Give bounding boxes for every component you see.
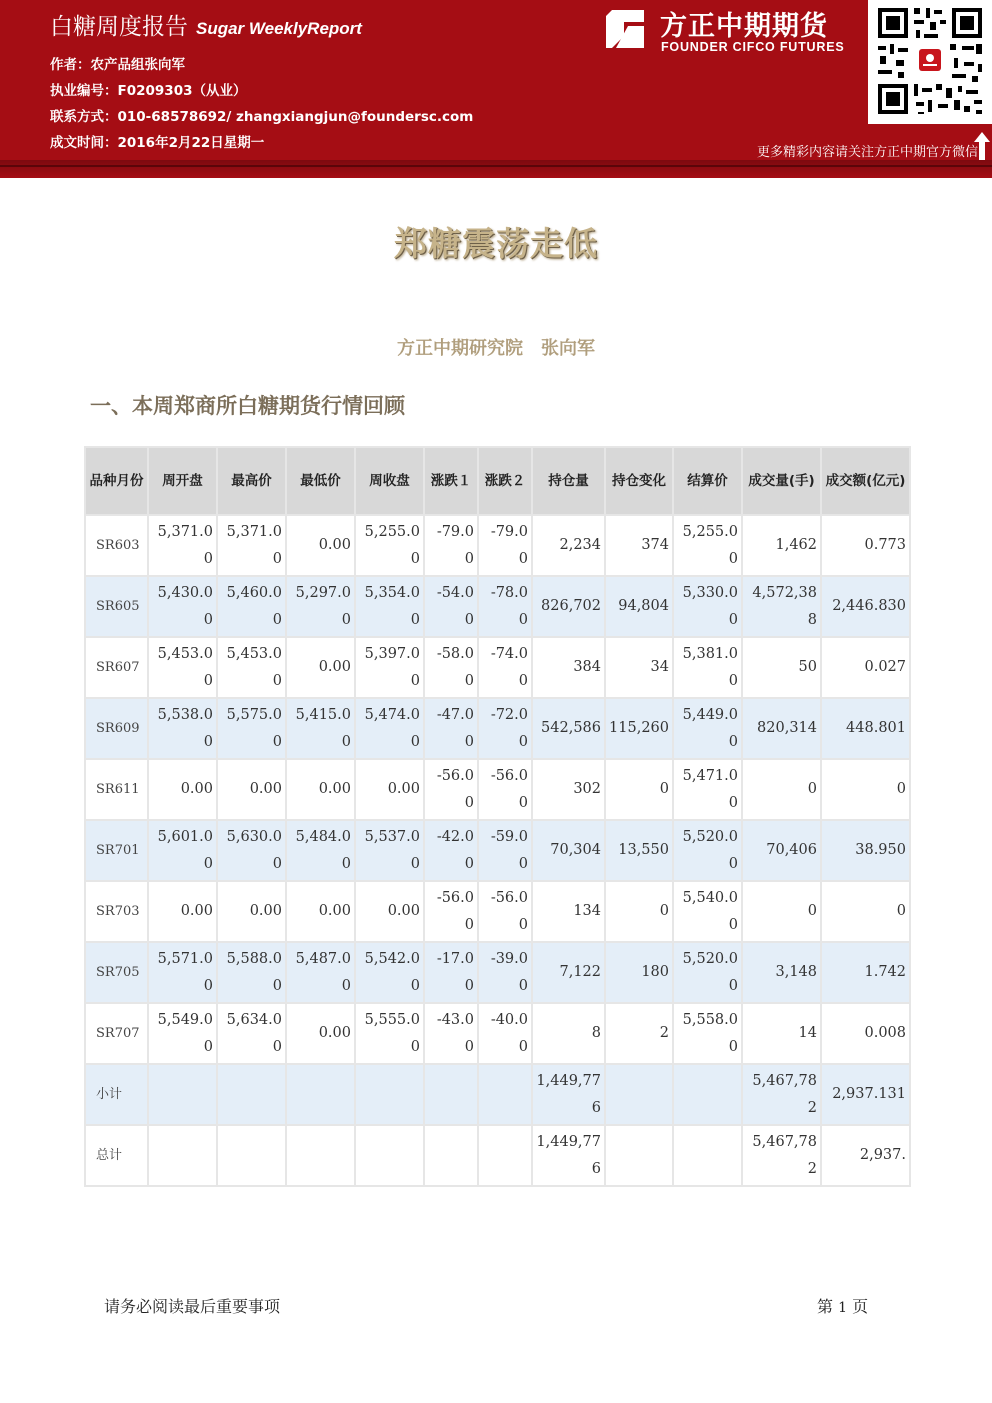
table-cell: -56.00 — [478, 759, 532, 820]
table-cell: 5,538.00 — [148, 698, 217, 759]
table-cell: 1,462 — [742, 515, 821, 576]
table-cell: 0.00 — [217, 759, 286, 820]
table-cell: 0.00 — [148, 881, 217, 942]
header-stripe — [0, 160, 992, 178]
table-cell: 13,550 — [605, 820, 673, 881]
table-cell — [673, 1125, 742, 1186]
column-header: 涨跌１ — [424, 447, 478, 515]
founder-logo-icon — [604, 8, 646, 50]
table-cell: 2,937. — [821, 1125, 910, 1186]
column-header: 最低价 — [286, 447, 355, 515]
table-cell: -17.00 — [424, 942, 478, 1003]
section-title: 一、本周郑商所白糖期货行情回顾 — [90, 394, 405, 418]
table-cell: 5,255.00 — [355, 515, 424, 576]
table-cell: 5,467,782 — [742, 1064, 821, 1125]
main-title: 郑糖震荡走低 — [394, 224, 598, 263]
table-cell — [286, 1064, 355, 1125]
qr-code-icon — [868, 0, 992, 124]
table-cell: -42.00 — [424, 820, 478, 881]
table-cell: 5,558.00 — [673, 1003, 742, 1064]
table-cell: 38.950 — [821, 820, 910, 881]
table-cell: 8 — [532, 1003, 605, 1064]
table-cell: 180 — [605, 942, 673, 1003]
table-cell: 2 — [605, 1003, 673, 1064]
row-label: SR707 — [85, 1003, 148, 1064]
table-cell: 5,371.00 — [217, 515, 286, 576]
table-cell: -56.00 — [478, 881, 532, 942]
column-header: 持仓量 — [532, 447, 605, 515]
table-cell — [605, 1064, 673, 1125]
table-cell — [217, 1125, 286, 1186]
column-header: 成交额(亿元) — [821, 447, 910, 515]
table-cell: 0 — [821, 759, 910, 820]
table-cell: 115,260 — [605, 698, 673, 759]
row-label: 小计 — [85, 1064, 148, 1125]
logo-text-cn: 方正中期期货 — [660, 11, 828, 42]
report-title-en: Sugar WeeklyReport — [196, 19, 362, 38]
table-cell: 5,453.00 — [148, 637, 217, 698]
table-cell: 302 — [532, 759, 605, 820]
table-cell: 0.00 — [286, 637, 355, 698]
table-row — [85, 698, 910, 759]
table-cell: 14 — [742, 1003, 821, 1064]
row-label: SR603 — [85, 515, 148, 576]
table-cell: -47.00 — [424, 698, 478, 759]
table-cell: 0.00 — [148, 759, 217, 820]
table-cell: 5,540.00 — [673, 881, 742, 942]
table-cell: 0.027 — [821, 637, 910, 698]
table-cell: 5,449.00 — [673, 698, 742, 759]
table-cell: 0.00 — [217, 881, 286, 942]
table-cell — [478, 1125, 532, 1186]
table-cell: 4,572,388 — [742, 576, 821, 637]
table-row — [85, 942, 910, 1003]
table-cell: 5,474.00 — [355, 698, 424, 759]
table-cell — [424, 1064, 478, 1125]
row-label: SR609 — [85, 698, 148, 759]
report-header — [0, 0, 992, 160]
table-cell: 542,586 — [532, 698, 605, 759]
table-cell: 70,304 — [532, 820, 605, 881]
table-cell: 820,314 — [742, 698, 821, 759]
license-text: 执业编号：F0209303（从业） — [50, 83, 247, 99]
table-row — [85, 1064, 910, 1125]
table-cell: 94,804 — [605, 576, 673, 637]
table-cell: 0.00 — [286, 881, 355, 942]
column-header: 涨跌２ — [478, 447, 532, 515]
table-cell: 5,575.00 — [217, 698, 286, 759]
table-cell: 0 — [742, 759, 821, 820]
table-cell: 7,122 — [532, 942, 605, 1003]
table-row — [85, 637, 910, 698]
table-cell: -72.00 — [478, 698, 532, 759]
table-cell: 5,537.00 — [355, 820, 424, 881]
table-cell: -56.00 — [424, 881, 478, 942]
table-cell: 0 — [605, 881, 673, 942]
column-header: 品种月份 — [85, 447, 148, 515]
date-text: 成文时间：2016年2月22日星期一 — [50, 135, 265, 151]
table-cell: 0.00 — [286, 515, 355, 576]
table-cell — [355, 1125, 424, 1186]
table-cell: -59.00 — [478, 820, 532, 881]
table-cell: 70,406 — [742, 820, 821, 881]
table-row — [85, 1125, 910, 1186]
table-cell: 0.773 — [821, 515, 910, 576]
table-cell: 5,415.00 — [286, 698, 355, 759]
author-line: 方正中期研究院 张向军 — [397, 338, 595, 359]
row-label: SR703 — [85, 881, 148, 942]
table-cell: 0.00 — [286, 1003, 355, 1064]
table-cell: 5,381.00 — [673, 637, 742, 698]
column-header: 持仓变化 — [605, 447, 673, 515]
table-cell: 5,520.00 — [673, 942, 742, 1003]
table-cell: 2,234 — [532, 515, 605, 576]
table-row — [85, 515, 910, 576]
table-cell: 5,297.00 — [286, 576, 355, 637]
table-cell: 0 — [605, 759, 673, 820]
table-cell: 5,601.00 — [148, 820, 217, 881]
table-cell: 5,430.00 — [148, 576, 217, 637]
report-title — [50, 8, 362, 41]
table-cell: -56.00 — [424, 759, 478, 820]
column-header: 最高价 — [217, 447, 286, 515]
table-row — [85, 759, 910, 820]
table-cell: -78.00 — [478, 576, 532, 637]
author-text: 作者：农产品组张向军 — [50, 57, 185, 73]
table-cell: 34 — [605, 637, 673, 698]
table-cell: 5,397.00 — [355, 637, 424, 698]
table-row — [85, 881, 910, 942]
table-cell: 1,449,776 — [532, 1064, 605, 1125]
table-header-row — [85, 447, 910, 515]
row-label: SR611 — [85, 759, 148, 820]
table-cell: 2,446.830 — [821, 576, 910, 637]
column-header: 成交量(手) — [742, 447, 821, 515]
table-cell — [424, 1125, 478, 1186]
table-cell: 5,484.00 — [286, 820, 355, 881]
table-cell: -79.00 — [424, 515, 478, 576]
table-cell: 1.742 — [821, 942, 910, 1003]
row-label: 总计 — [85, 1125, 148, 1186]
table-cell: 5,471.00 — [673, 759, 742, 820]
page-number: 第 1 页 — [817, 1297, 869, 1316]
table-cell: 5,487.00 — [286, 942, 355, 1003]
row-label: SR607 — [85, 637, 148, 698]
table-cell: 0.00 — [355, 759, 424, 820]
table-cell: 5,571.00 — [148, 942, 217, 1003]
table-cell — [673, 1064, 742, 1125]
table-cell: 5,467,782 — [742, 1125, 821, 1186]
row-label: SR705 — [85, 942, 148, 1003]
table-cell: 0.00 — [286, 759, 355, 820]
table-cell: 5,630.00 — [217, 820, 286, 881]
table-row — [85, 576, 910, 637]
table-cell: 5,549.00 — [148, 1003, 217, 1064]
table-row — [85, 820, 910, 881]
table-cell — [286, 1125, 355, 1186]
table-cell — [148, 1064, 217, 1125]
column-header: 周开盘 — [148, 447, 217, 515]
table-cell: -39.00 — [478, 942, 532, 1003]
arrow-up-icon — [974, 132, 990, 160]
follow-wechat-text: 更多精彩内容请关注方正中期官方微信 — [756, 145, 978, 160]
table-cell: 0.008 — [821, 1003, 910, 1064]
column-header: 结算价 — [673, 447, 742, 515]
table-cell: 5,354.00 — [355, 576, 424, 637]
table-cell: 0 — [742, 881, 821, 942]
table-cell: 134 — [532, 881, 605, 942]
table-cell: 5,330.00 — [673, 576, 742, 637]
table-cell: 0.00 — [355, 881, 424, 942]
table-cell: 50 — [742, 637, 821, 698]
table-cell: 1,449,776 — [532, 1125, 605, 1186]
table-cell: 374 — [605, 515, 673, 576]
table-cell: -58.00 — [424, 637, 478, 698]
row-label: SR701 — [85, 820, 148, 881]
table-cell: -43.00 — [424, 1003, 478, 1064]
table-cell — [217, 1064, 286, 1125]
table-cell: 5,255.00 — [673, 515, 742, 576]
table-cell: 3,148 — [742, 942, 821, 1003]
table-cell — [355, 1064, 424, 1125]
table-cell: 5,520.00 — [673, 820, 742, 881]
table-cell: 5,555.00 — [355, 1003, 424, 1064]
table-cell: 0 — [821, 881, 910, 942]
table-cell — [148, 1125, 217, 1186]
table-cell: -54.00 — [424, 576, 478, 637]
table-cell: 384 — [532, 637, 605, 698]
table-cell: 5,453.00 — [217, 637, 286, 698]
table-cell: 2,937.131 — [821, 1064, 910, 1125]
footer-notice: 请务必阅读最后重要事项 — [104, 1297, 281, 1316]
row-label: SR605 — [85, 576, 148, 637]
table-cell: -79.00 — [478, 515, 532, 576]
table-cell — [478, 1064, 532, 1125]
column-header: 周收盘 — [355, 447, 424, 515]
table-cell: 448.801 — [821, 698, 910, 759]
table-cell: 5,588.00 — [217, 942, 286, 1003]
logo-text-en: FOUNDER CIFCO FUTURES — [661, 40, 845, 54]
table-cell: 5,542.00 — [355, 942, 424, 1003]
table-cell: 826,702 — [532, 576, 605, 637]
table-cell: 5,460.00 — [217, 576, 286, 637]
futures-market-table — [84, 446, 911, 1187]
table-cell: -74.00 — [478, 637, 532, 698]
table-cell: 5,371.00 — [148, 515, 217, 576]
contact-text: 联系方式：010-68578692/ zhangxiangjun@foundersc.com — [50, 109, 474, 125]
table-cell: 5,634.00 — [217, 1003, 286, 1064]
table-cell: -40.00 — [478, 1003, 532, 1064]
table-cell — [605, 1125, 673, 1186]
report-title-cn: 白糖周度报告 — [50, 14, 188, 40]
table-row — [85, 1003, 910, 1064]
